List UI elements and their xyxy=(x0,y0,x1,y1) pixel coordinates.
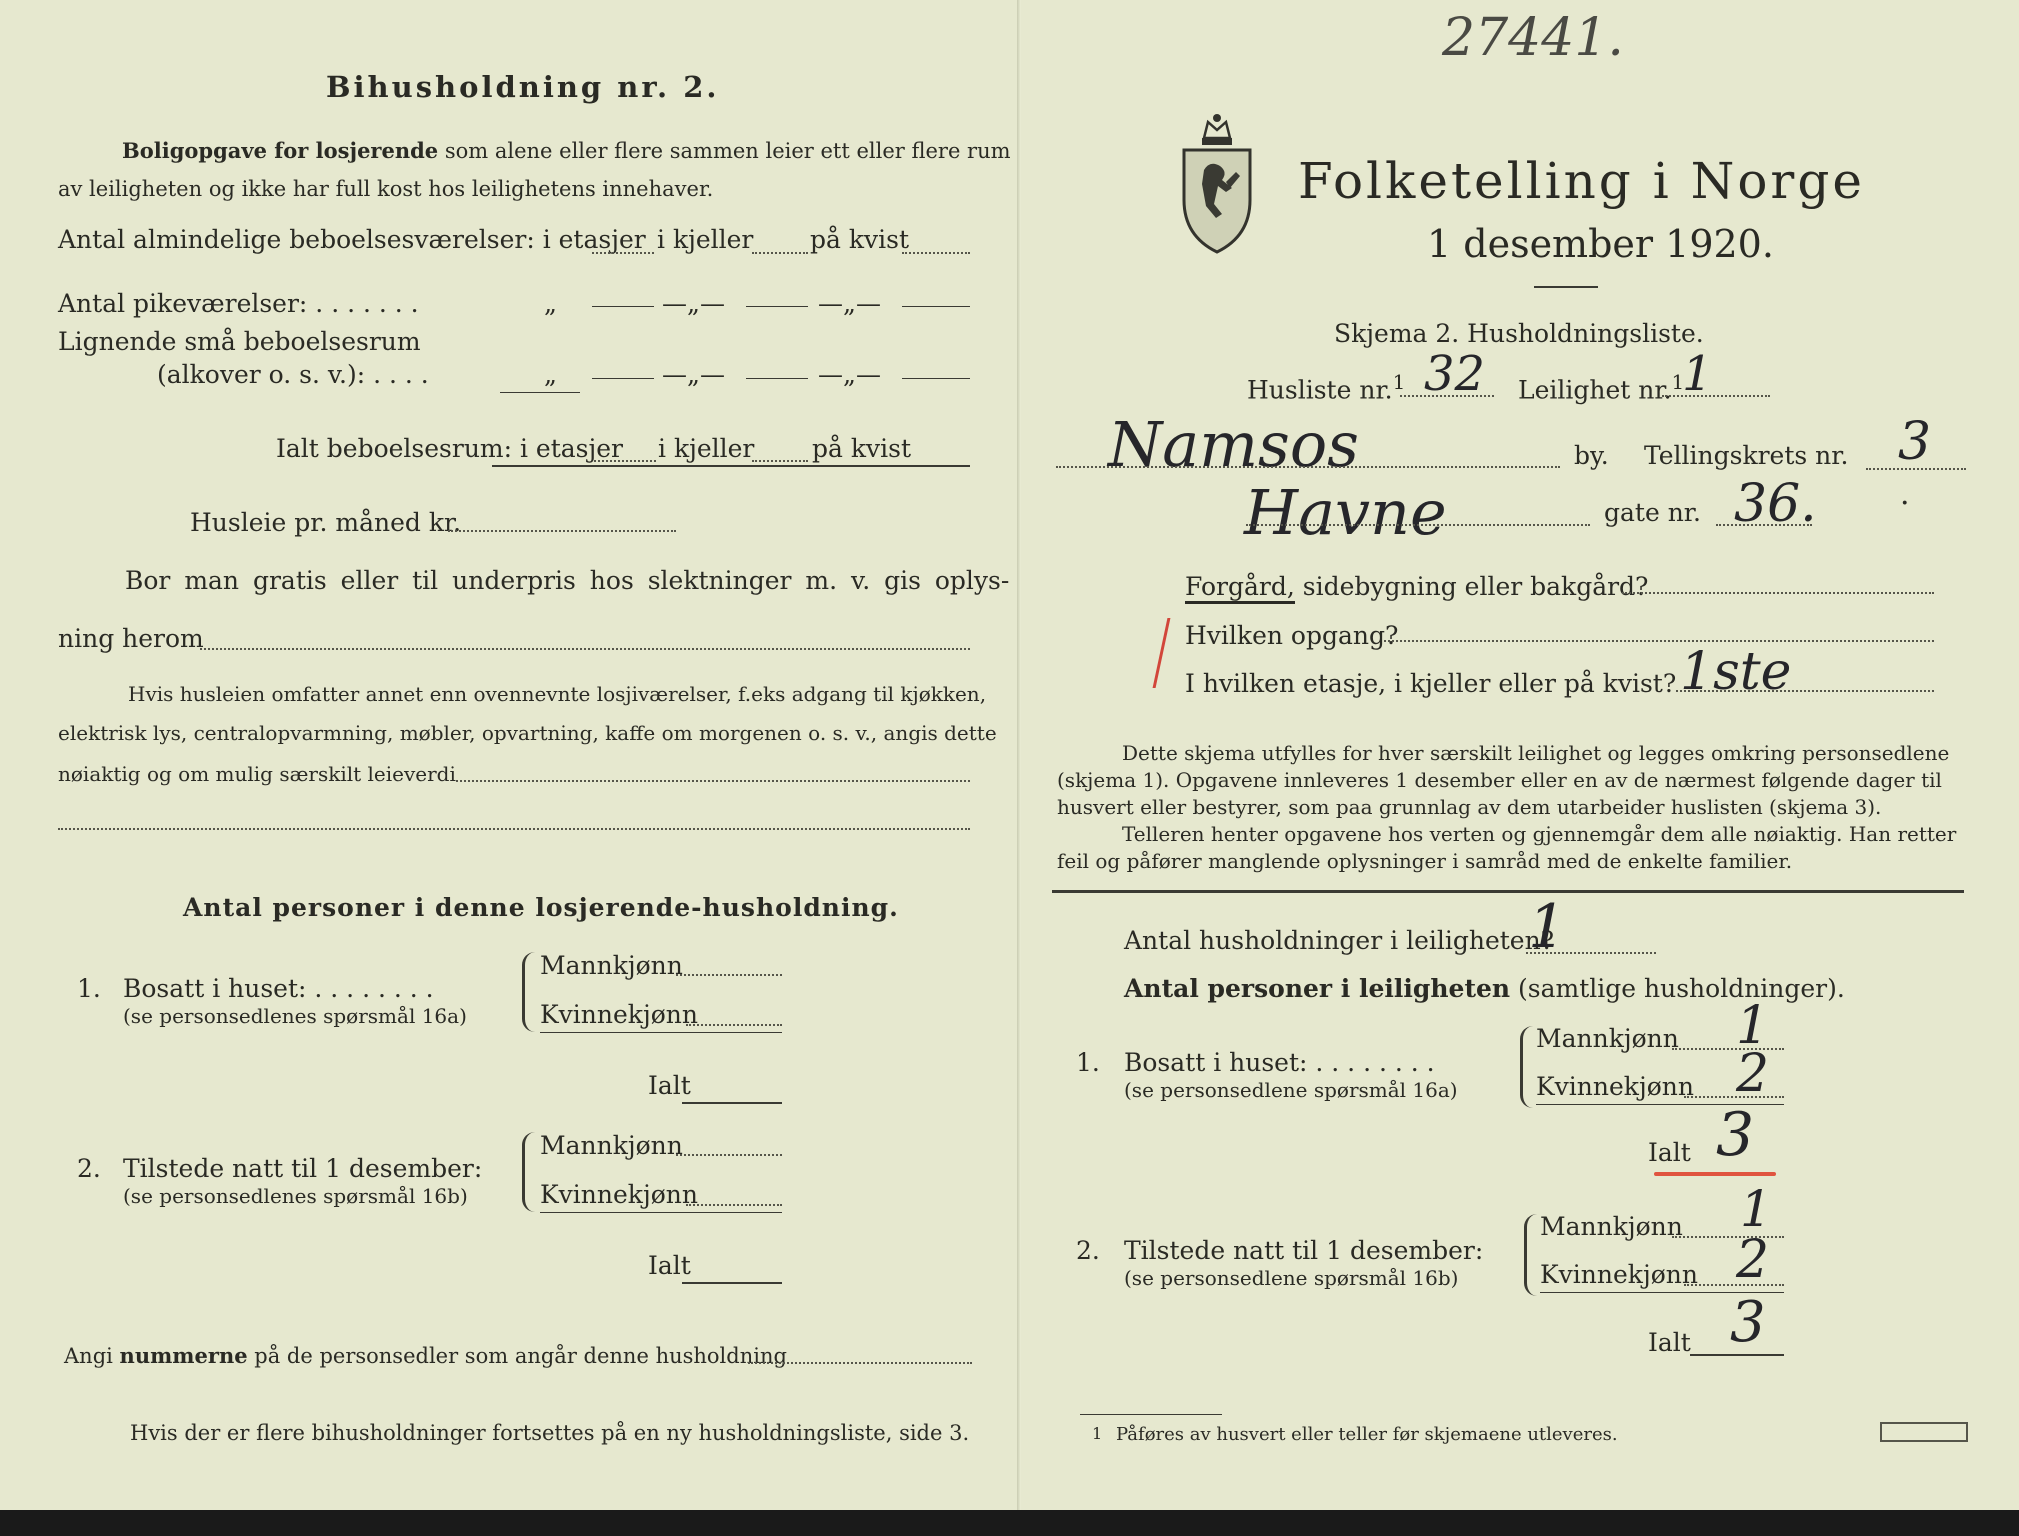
left-q1-kvinne-label: Kvinnekjønn xyxy=(540,1000,698,1029)
right-q2-mann-label: Mannkjønn xyxy=(1540,1212,1683,1241)
opgang-label: Hvilken opgang? xyxy=(1185,621,1399,650)
pike-etasjer-field[interactable] xyxy=(592,306,654,307)
kvist-label: på kvist xyxy=(810,225,909,254)
right-q1-kvinne-field xyxy=(1684,1096,1784,1098)
opgang-field[interactable] xyxy=(1384,640,1934,642)
leilighet-value[interactable]: 1 xyxy=(1682,346,1713,402)
left-q2-kvinne-label: Kvinnekjønn xyxy=(540,1180,698,1209)
antal-label: Antal almindelige beboelsesværelser: i etasjer xyxy=(58,225,646,254)
left-q2-mann-field[interactable] xyxy=(676,1154,782,1156)
right-q1-sub: (se personsedlene spørsmål 16a) xyxy=(1124,1078,1458,1102)
right-date: 1 desember 1920. xyxy=(1427,222,1774,266)
left-footer: Hvis der er flere bihusholdninger fortsettes på en ny husholdningsliste, side 3. xyxy=(130,1421,970,1445)
lignende-kvist-field[interactable] xyxy=(902,378,970,379)
coat-of-arms-icon xyxy=(1174,108,1260,256)
right-q1-brace xyxy=(1520,1026,1533,1108)
krets-value[interactable]: 3 xyxy=(1898,412,1932,472)
gate-field xyxy=(1716,524,1812,526)
right-q1-kvinne-value[interactable]: 2 xyxy=(1736,1044,1770,1104)
left-q2-label: Tilstede natt til 1 desember: xyxy=(123,1154,483,1183)
forgard-field[interactable] xyxy=(1622,592,1934,594)
right-q2-number: 2. xyxy=(1076,1236,1100,1265)
ialt-kjeller-label: i kjeller xyxy=(658,434,755,463)
right-q2-ialt-value[interactable]: 3 xyxy=(1730,1290,1766,1355)
right-q1-label: Bosatt i huset: . . . . . . . . xyxy=(1124,1048,1435,1077)
etasje-value[interactable]: 1ste xyxy=(1680,642,1792,702)
right-q2-label: Tilstede natt til 1 desember: xyxy=(1124,1236,1484,1265)
forgard-line xyxy=(1185,572,1648,601)
dette-line-2: (skjema 1). Opgavene innleveres 1 desember eller en av de nærmest følgende dager til xyxy=(1057,768,1942,792)
right-q1-ialt-label: Ialt xyxy=(1648,1138,1691,1167)
angi-field[interactable] xyxy=(748,1362,972,1364)
persons-rest: (samtlige husholdninger). xyxy=(1518,974,1845,1003)
forgard-rest: sidebygning eller bakgård? xyxy=(1302,572,1649,601)
left-q1-label: Bosatt i huset: . . . . . . . . xyxy=(123,974,434,1003)
angi-post: på de personsedler som angår denne husholdning xyxy=(254,1344,787,1368)
left-q2-number: 2. xyxy=(77,1154,101,1183)
right-q2-kvinne-label: Kvinnekjønn xyxy=(1540,1260,1698,1289)
left-q2-brace xyxy=(522,1132,535,1212)
ialt-kjeller-field[interactable] xyxy=(752,460,808,462)
lignende-label-1: Lignende små beboelsesrum xyxy=(58,327,421,356)
street-field xyxy=(1246,524,1590,526)
angi-pre: Angi xyxy=(64,1344,113,1368)
intro-bold: Boligopgave for losjerende xyxy=(122,138,439,163)
ialt-underline xyxy=(492,465,970,467)
right-q2-mann-value[interactable]: 1 xyxy=(1740,1180,1772,1238)
ditto-mark-1: „ xyxy=(544,289,557,318)
section-rule xyxy=(1052,890,1964,893)
right-q1-number: 1. xyxy=(1076,1048,1100,1077)
left-q2-mann-label: Mannkjønn xyxy=(540,1131,683,1160)
ditto-mark-2: „ xyxy=(544,360,557,389)
hvis-line-3: nøiaktig og om mulig særskilt leieverdi xyxy=(58,762,456,786)
bor-line-2: ning herom xyxy=(58,624,204,653)
pike-kjeller-field[interactable] xyxy=(746,306,808,307)
left-q2-kvinne-field[interactable] xyxy=(686,1204,782,1206)
footnote-rule xyxy=(1080,1414,1222,1415)
left-q1-mann-field[interactable] xyxy=(676,974,782,976)
husliste-label: Husliste nr.$^1$ xyxy=(1247,370,1406,405)
dette-line-1: Dette skjema utfylles for hver særskilt leilighet og legges omkring personsedlene xyxy=(1122,741,1950,765)
left-q2-ialt-label: Ialt xyxy=(648,1251,691,1280)
left-q1-ialt-label: Ialt xyxy=(648,1071,691,1100)
left-q1-sub: (se personsedlenes spørsmål 16a) xyxy=(123,1004,467,1028)
kvist-field[interactable] xyxy=(902,252,970,254)
left-q2-sub: (se personsedlenes spørsmål 16b) xyxy=(123,1184,468,1208)
ialt-kvist-label: på kvist xyxy=(812,434,911,463)
right-q2-kvinne-value[interactable]: 2 xyxy=(1736,1230,1770,1290)
ditto-dash-4: —„— xyxy=(818,360,881,389)
left-q2-sum-line xyxy=(540,1212,782,1213)
kjeller-field[interactable] xyxy=(752,252,808,254)
intro-line-1 xyxy=(122,138,1011,163)
husliste-field xyxy=(1400,395,1494,397)
pike-label: Antal pikeværelser: . . . . . . . xyxy=(58,289,419,318)
left-q1-kvinne-field[interactable] xyxy=(686,1024,782,1026)
etasje-label: I hvilken etasje, i kjeller eller på kvist? xyxy=(1185,669,1677,698)
right-q2-ialt-field xyxy=(1690,1354,1784,1356)
right-q1-mann-label: Mannkjønn xyxy=(1536,1024,1679,1053)
krets-field xyxy=(1866,468,1966,470)
persons-bold: Antal personer i leiligheten xyxy=(1124,974,1511,1003)
gate-label: gate nr. xyxy=(1604,498,1701,527)
teller-line-2: feil og påfører manglende oplysninger i samråd med de enkelte familier. xyxy=(1057,849,1793,873)
title-rule xyxy=(1534,286,1598,288)
printer-stamp xyxy=(1880,1422,1968,1442)
leieverdi-field[interactable] xyxy=(456,780,970,782)
city-field xyxy=(1056,466,1560,468)
leieverdi-field-2[interactable] xyxy=(58,828,970,830)
lignende-underline xyxy=(500,392,580,393)
left-q2-ialt-field[interactable] xyxy=(682,1282,782,1284)
ialt-beboelse-label: Ialt beboelsesrum: i etasjer xyxy=(276,434,624,463)
dette-line-3: husvert eller bestyrer, som paa grunnlag av dem utarbeider huslisten (skjema 3). xyxy=(1057,795,1882,819)
left-q1-sum-line xyxy=(540,1032,782,1033)
intro-line-2: av leiligheten og ikke har full kost hos leilighetens innehaver. xyxy=(58,177,714,201)
gate-value[interactable]: 36. xyxy=(1734,474,1817,534)
etasje-field xyxy=(1676,690,1934,692)
etasjer-field[interactable] xyxy=(592,252,654,254)
husleie-field[interactable] xyxy=(448,530,676,532)
left-q1-ialt-field[interactable] xyxy=(682,1102,782,1104)
lignende-label-2: (alkover o. s. v.): . . . . xyxy=(157,360,429,389)
teller-line-1: Telleren henter opgavene hos verten og gjennemgår dem alle nøiaktig. Han retter xyxy=(1122,822,1957,846)
footnote-text: Påføres av husvert eller teller før skjemaene utleveres. xyxy=(1116,1424,1618,1445)
i-kjeller-label: i kjeller xyxy=(657,225,754,254)
ditto-dash-1: —„— xyxy=(662,289,725,318)
right-q2-sub: (se personsedlene spørsmål 16b) xyxy=(1124,1266,1459,1290)
by-label: by. xyxy=(1574,441,1609,470)
husliste-value[interactable]: 32 xyxy=(1424,346,1486,402)
left-title: Bihusholdning nr. 2. xyxy=(326,70,720,104)
hvis-line-2: elektrisk lys, centralopvarmning, møbler, opvartning, kaffe om morgenen o. s. v., angis dette xyxy=(58,721,997,745)
skjema-label: Skjema 2. Husholdningsliste. xyxy=(1334,319,1704,348)
red-check-mark xyxy=(1153,618,1177,688)
leilighet-field xyxy=(1662,395,1770,397)
right-q1-mann-value[interactable]: 1 xyxy=(1736,996,1770,1056)
street-value[interactable]: Havne xyxy=(1244,476,1447,549)
angi-line xyxy=(64,1343,787,1368)
left-persons-heading: Antal personer i denne losjerende-husholdning. xyxy=(183,893,899,922)
stray-mark: · xyxy=(1900,486,1910,521)
left-q1-brace xyxy=(522,952,535,1032)
antal-hush-field xyxy=(1526,952,1656,954)
lignende-etasjer-field[interactable] xyxy=(592,378,654,379)
ialt-etasjer-field[interactable] xyxy=(594,460,656,462)
ditto-dash-2: —„— xyxy=(818,289,881,318)
bor-field[interactable] xyxy=(200,648,970,650)
husleie-label: Husleie pr. måned kr. xyxy=(190,508,462,537)
intro-rest-1: som alene eller flere sammen leier ett eller flere rum xyxy=(444,139,1011,163)
krets-label: Tellingskrets nr. xyxy=(1644,441,1849,470)
left-q1-mann-label: Mannkjønn xyxy=(540,951,683,980)
forgard-underlined: Forgård, xyxy=(1185,572,1295,604)
ditto-dash-3: —„— xyxy=(662,360,725,389)
center-fold xyxy=(1017,0,1021,1510)
bor-line-1: Bor man gratis eller til underpris hos slektninger m. v. gis oplys- xyxy=(125,566,1010,595)
right-title: Folketelling i Norge xyxy=(1298,152,1865,210)
antal-hush-label: Antal husholdninger i leiligheten? xyxy=(1124,926,1555,955)
red-underline xyxy=(1654,1172,1776,1176)
leilighet-label: Leilighet nr.$^1$ xyxy=(1518,370,1685,405)
pike-kvist-field[interactable] xyxy=(902,306,970,307)
footnote-number: 1 xyxy=(1092,1424,1103,1443)
right-q1-kvinne-label: Kvinnekjønn xyxy=(1536,1072,1694,1101)
right-q2-brace xyxy=(1524,1214,1537,1296)
city-value[interactable]: Namsos xyxy=(1108,408,1359,481)
left-q1-number: 1. xyxy=(77,974,101,1003)
right-q2-kvinne-field xyxy=(1684,1284,1784,1286)
right-q2-ialt-label: Ialt xyxy=(1648,1328,1691,1357)
hvis-line-1: Hvis husleien omfatter annet enn ovennevnte losjiværelser, f.eks adgang til kjøkken, xyxy=(128,682,987,706)
archive-number: 27441. xyxy=(1442,8,1624,68)
right-q1-ialt-value[interactable]: 3 xyxy=(1716,1100,1755,1170)
lignende-kjeller-field[interactable] xyxy=(746,378,808,379)
angi-bold: nummerne xyxy=(119,1343,248,1368)
antal-hush-value[interactable]: 1 xyxy=(1528,892,1567,962)
